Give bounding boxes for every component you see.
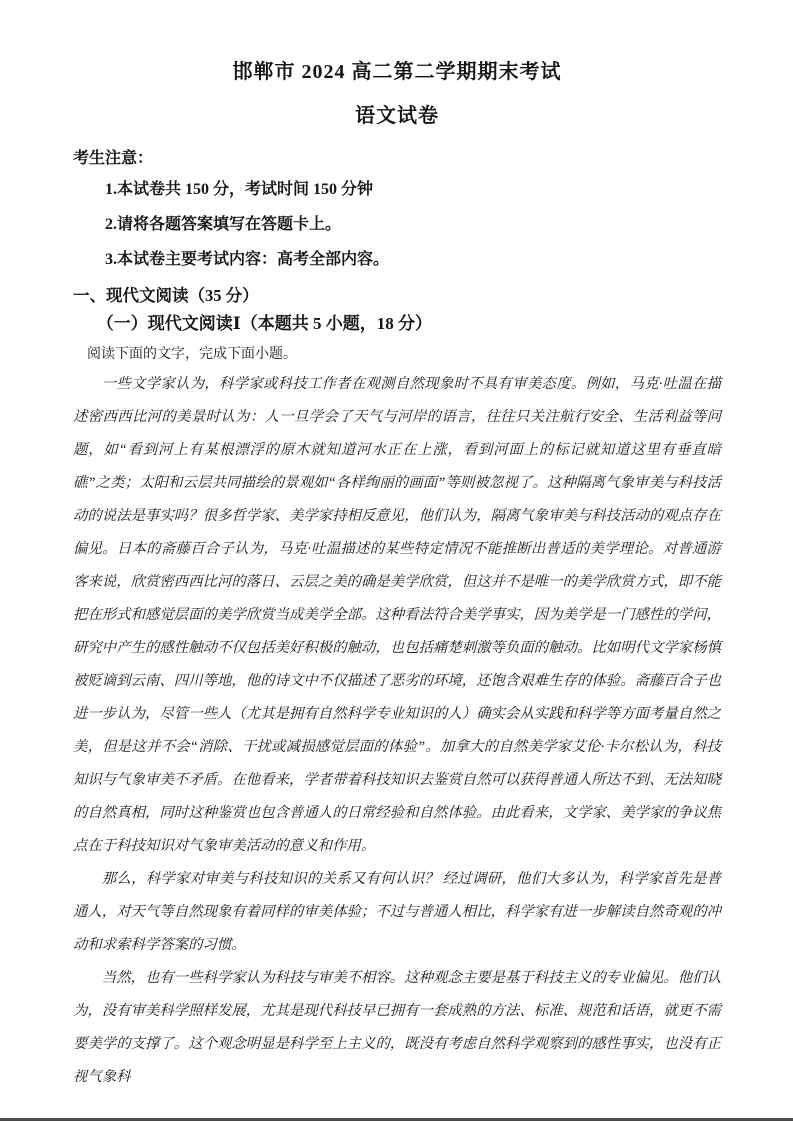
exam-title: 邯郸市 2024 高二第二学期期末考试 — [232, 61, 562, 83]
subject-title: 语文试卷 — [355, 105, 439, 127]
examinee-notice — [73, 146, 721, 277]
notice-item-2: 2.请将各题答案填写在答题卡上。 — [105, 216, 342, 233]
passage-paragraph-1: 一些文学家认为，科学家或科技工作者在观测自然现象时不具有审美态度。例如，马克·吐温在描述密西西比河的美景时认为：人一旦学会了天气与河岸的语言，往往只关注航行安全、生活利益等问题，如“看到河上有某根漂浮的原木就知道河水正在上涨，看到河面上的标记就知道这里有垂直暗礁”之类；太阳和云层共同描绘的景观如“各样绚丽的画面”等则被忽视了。这种隔离气象审美与科技活动的说法是事实吗？很多哲学家、美学家持相反意见，他们认为，隔离气象审美与科技活动的观点存在偏见。日本的斋藤百合子认为，马克·吐温描述的某些特定情况不能推断出普适的美学理论。对普通游客来说，欣赏密西西比河的落日、云层之美的确是美学欣赏，但这并不是唯一的美学欣赏方式，即不能把在形式和感觉层面的美学欣赏当成美学全部。这种看法符合美学事实，因为美学是一门感性的学问，研究中产生的感性触动不仅包括美好积极的触动，也包括痛楚刺激等负面的触动。比如明代文学家杨慎被贬谪到云南、四川等地，他的诗文中不仅描述了恶劣的环境，还饱含艰难生存的体验。斋藤百合子也进一步认为，尽管一些人（尤其是拥有自然科学专业知识的人）确实会从实践和科学等方面考量自然之美，但是这并不会“消除、干扰或减损感觉层面的体验”。加拿大的自然美学家艾伦·卡尔松认为，科技知识与气象审美不矛盾。在他看来，学者带着科技知识去鉴赏自然可以获得普通人所达不到、无法知晓的自然真相，同时这种鉴赏也包含普通人的日常经验和自然体验。由此看来，文学家、美学家的争议焦点在于科技知识对气象审美活动的意义和作用。 — [73, 376, 721, 854]
subsection-one-heading: （一）现代文阅读Ⅰ（本题共 5 小题，18 分） — [96, 314, 432, 333]
reading-passage — [73, 368, 721, 1094]
notice-heading: 考生注意： — [73, 150, 154, 167]
reading-instruction: 阅读下面的文字，完成下面小题。 — [87, 347, 297, 362]
notice-item-1: 1.本试卷共 150 分，考试时间 150 分钟 — [105, 181, 374, 198]
passage-paragraph-2: 那么，科学家对审美与科技知识的关系又有何认识？ 经过调研，他们大多认为，科学家首先是普通人，对天气等自然现象有着同样的审美体验；不过与普通人相比，科学家有进一步解读自然奇观的冲动和求索科学答案的习惯。 — [73, 871, 721, 953]
page-bottom-divider — [0, 1118, 793, 1121]
notice-item-3: 3.本试卷主要考试内容：高考全部内容。 — [105, 251, 390, 268]
passage-paragraph-3: 当然，也有一些科学家认为科技与审美不相容。这种观念主要是基于科技主义的专业偏见。他们认为，没有审美科学照样发展，尤其是现代科技早已拥有一套成熟的方法、标准、规范和话语，就更不需要美学的支撑了。这个观念明显是科学至上主义的，既没有考虑自然科学观察到的感性事实，也没有正视气象科 — [73, 970, 721, 1085]
section-one-heading: 一、现代文阅读（35 分） — [73, 286, 259, 305]
